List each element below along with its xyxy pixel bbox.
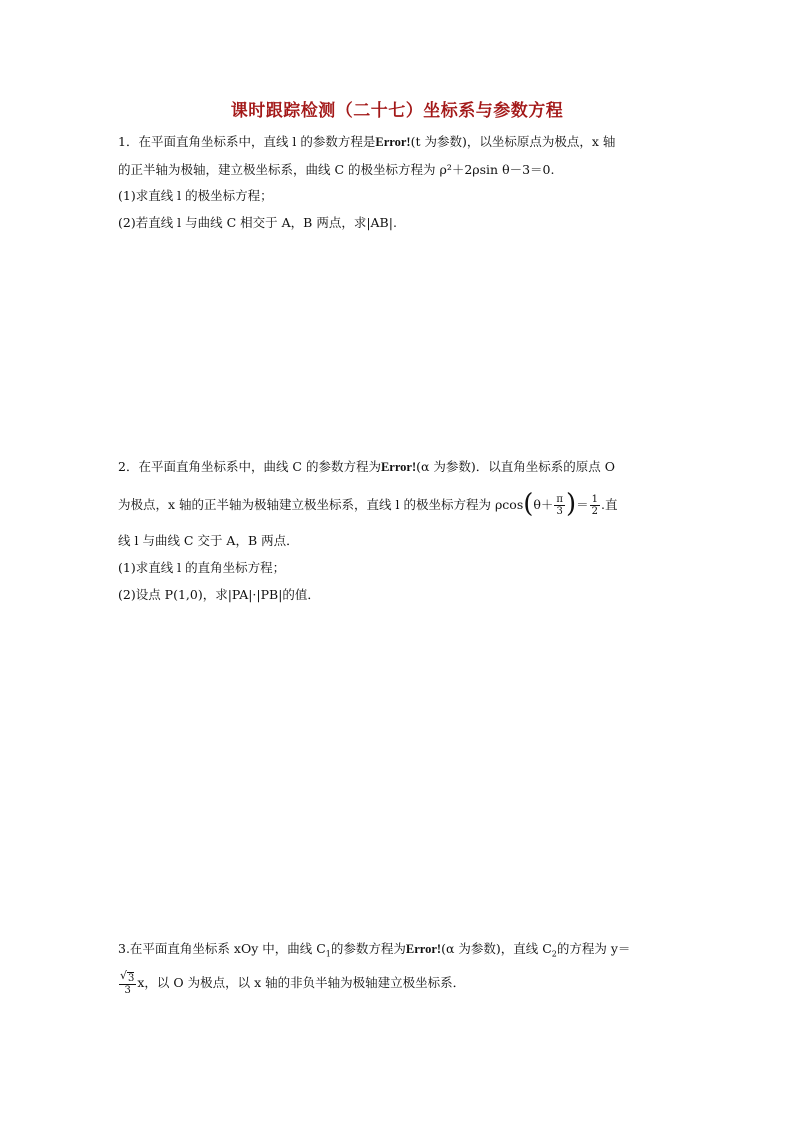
problem-3-line-1	[118, 940, 630, 964]
fraction-pi-over-3	[554, 494, 565, 517]
problem-2-line-1	[118, 458, 615, 476]
problem-2-line-2	[118, 490, 618, 520]
fraction-denominator: 3	[124, 984, 131, 996]
fraction-denominator: 2	[591, 506, 599, 517]
fraction-numerator: 1	[591, 494, 599, 505]
error-field: Error!	[380, 460, 417, 474]
problem-3-text: 的参数方程为	[330, 941, 406, 956]
problem-3-text: 3.在平面直角坐标系 xOy 中，曲线 C	[118, 941, 326, 956]
problem-3-text: (α 为参数)，直线 C	[441, 941, 552, 956]
problem-2-question-1: (1)求直线 l 的直角坐标方程；	[118, 560, 286, 575]
left-paren-icon: (	[523, 488, 534, 519]
sqrt-icon: √ 3	[127, 972, 134, 984]
problem-2-question-2: (2)设点 P(1,0)，求|PA|·|PB|的值．	[118, 587, 320, 602]
fraction-numerator	[119, 972, 136, 985]
problem-3-text: x，以 O 为极点，以 x 轴的非负半轴为极轴建立极坐标系．	[137, 975, 466, 990]
fraction-sqrt3-over-3	[119, 972, 136, 996]
fraction-numerator: π	[556, 494, 563, 505]
problem-1-line-1	[118, 133, 615, 151]
problem-1-question-2: (2)若直线 l 与曲线 C 相交于 A，B 两点，求|AB|.	[118, 215, 397, 230]
problem-2-line-3: 线 l 与曲线 C 交于 A，B 两点．	[118, 533, 299, 548]
problem-2-text: (α 为参数)．以直角坐标系的原点 O	[416, 459, 616, 474]
error-field: Error!	[375, 135, 411, 149]
fraction-one-half	[590, 494, 600, 517]
problem-1-question-1: (1)求直线 l 的极坐标方程；	[118, 188, 273, 203]
problem-1-text: 1．在平面直角坐标系中，直线 l 的参数方程是	[118, 134, 376, 149]
subscript: 2	[551, 949, 557, 959]
page-title: 课时跟踪检测（二十七）坐标系与参数方程	[230, 101, 564, 121]
problem-1-line-2: 的正半轴为极轴，建立极坐标系，曲线 C 的极坐标方程为 ρ²＋2ρsin θ－3＝0.	[118, 162, 555, 177]
problem-2-text: 为极点，x 轴的正半轴为极轴建立极坐标系，直线 l 的极坐标方程为 ρcos	[118, 497, 524, 512]
math-equals: ＝	[576, 497, 589, 512]
problem-2-text: .直	[601, 497, 618, 512]
fraction-denominator: 3	[556, 506, 563, 517]
problem-2-text: 2．在平面直角坐标系中，曲线 C 的参数方程为	[118, 459, 381, 474]
problem-3-text: 的方程为 y＝	[556, 941, 631, 956]
subscript: 1	[325, 949, 331, 959]
problem-1-text: (t 为参数)，以坐标原点为极点，x 轴	[410, 134, 616, 149]
math-theta-plus: θ＋	[533, 497, 554, 512]
problem-3-line-2	[118, 966, 465, 1000]
error-field: Error!	[405, 942, 442, 956]
right-paren-icon: )	[566, 488, 577, 519]
